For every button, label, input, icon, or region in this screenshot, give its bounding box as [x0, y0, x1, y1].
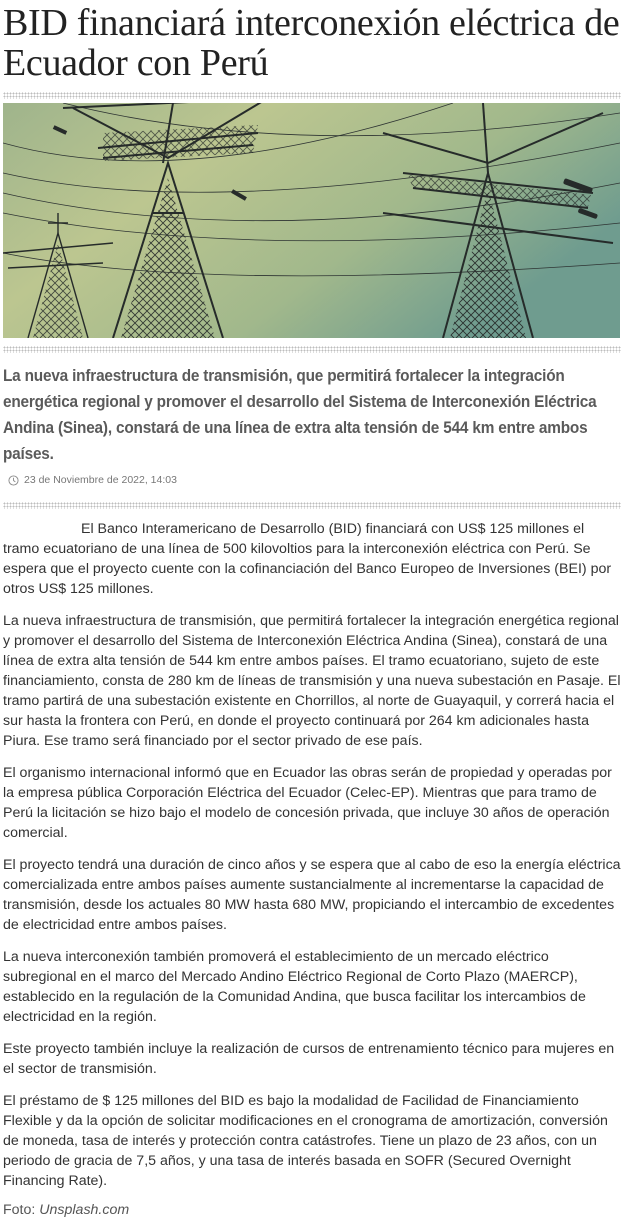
photo-credit-label: Foto:	[3, 1202, 40, 1218]
power-towers-illustration	[3, 103, 620, 338]
article-title: BID financiará interconexión eléctrica de Ecuador con Perú	[3, 2, 620, 84]
clock-icon	[8, 475, 19, 486]
body-paragraph: Este proyecto también incluye la realización de cursos de entrenamiento técnico para mujeres en el sector de transmisión.	[3, 1041, 615, 1077]
body-paragraph: El Banco Interamericano de Desarrollo (BID) financiará con US$ 125 millones el tramo ecuatoriano de una línea de 500 kilovoltios para la interconexión eléctrica con Perú. Se espera que el proyecto cuente con la cofinanciación del Banco Europeo de Inversiones (BEI) por otros US$ 125 millones.	[3, 521, 612, 597]
body-paragraph: El préstamo de $ 125 millones del BID es bajo la modalidad de Facilidad de Financiamiento Flexible y da la opción de solicitar modificaciones en el cronograma de amortización, conversión de moneda, tasa de interés y protección contra catástrofes. Tiene un plazo de 23 años, con un periodo de gracia de 7,5 años, y una tasa de interés basada en SOFR (Secured Overnight Financing Rate).	[3, 1093, 608, 1189]
dotted-separator	[3, 92, 621, 99]
body-paragraph: El organismo internacional informó que en Ecuador las obras serán de propiedad y operadas por la empresa pública Corporación Eléctrica del Ecuador (Celec-EP). Mientras que para tramo de Perú la licitación se hizo bajo el modelo de concesión privada, que incluye 30 años de operación comercial.	[3, 765, 612, 841]
photo-credit	[0, 1200, 624, 1220]
article-summary: La nueva infraestructura de transmisión, que permitirá fortalecer la integración energética regional y promover el desarrollo del Sistema de Interconexión Eléctrica Andina (Sinea), constará de una línea de extra alta tensión de 544 km entre ambos países.	[3, 367, 597, 463]
photo-credit-source: Unsplash.com	[39, 1202, 130, 1218]
body-paragraph: El proyecto tendrá una duración de cinco años y se espera que al cabo de eso la energía eléctrica comercializada entre ambos países aumente sustancialmente al incrementarse la capacidad de transmisión, desde los actuales 80 MW hasta 680 MW, propiciando el intercambio de excedentes de electricidad entre ambos países.	[3, 857, 621, 933]
date-text: 23 de Noviembre de 2022, 14:03	[24, 474, 177, 486]
article-body	[0, 519, 624, 1191]
hero-image	[3, 103, 620, 338]
body-paragraph: La nueva infraestructura de transmisión, que permitirá fortalecer la integración energética regional y promover el desarrollo del Sistema de Interconexión Eléctrica Andina (Sinea), constará de una línea de extra alta tensión de 544 km entre ambos países. El tramo ecuatoriano, sujeto de este financiamiento, consta de 280 km de líneas de transmisión y una nueva subestación en Pasaje. El tramo partirá de una subestación existente en Chorrillos, al norte de Guayaquil, y correrá hacia el sur hasta la frontera con Perú, en donde el proyecto continuará por 264 km adicionales hasta Piura. Ese tramo será financiado por el sector privado de ese país.	[3, 613, 621, 749]
dotted-separator	[3, 346, 621, 353]
body-paragraph: La nueva interconexión también promoverá el establecimiento de un mercado eléctrico subregional en el marco del Mercado Andino Eléctrico Regional de Corto Plazo (MAERCP), establecido en la regulación de la Comunidad Andina, que busca facilitar los intercambios de electricidad en la región.	[3, 949, 586, 1025]
article-date	[8, 470, 624, 490]
dotted-separator	[3, 502, 621, 509]
